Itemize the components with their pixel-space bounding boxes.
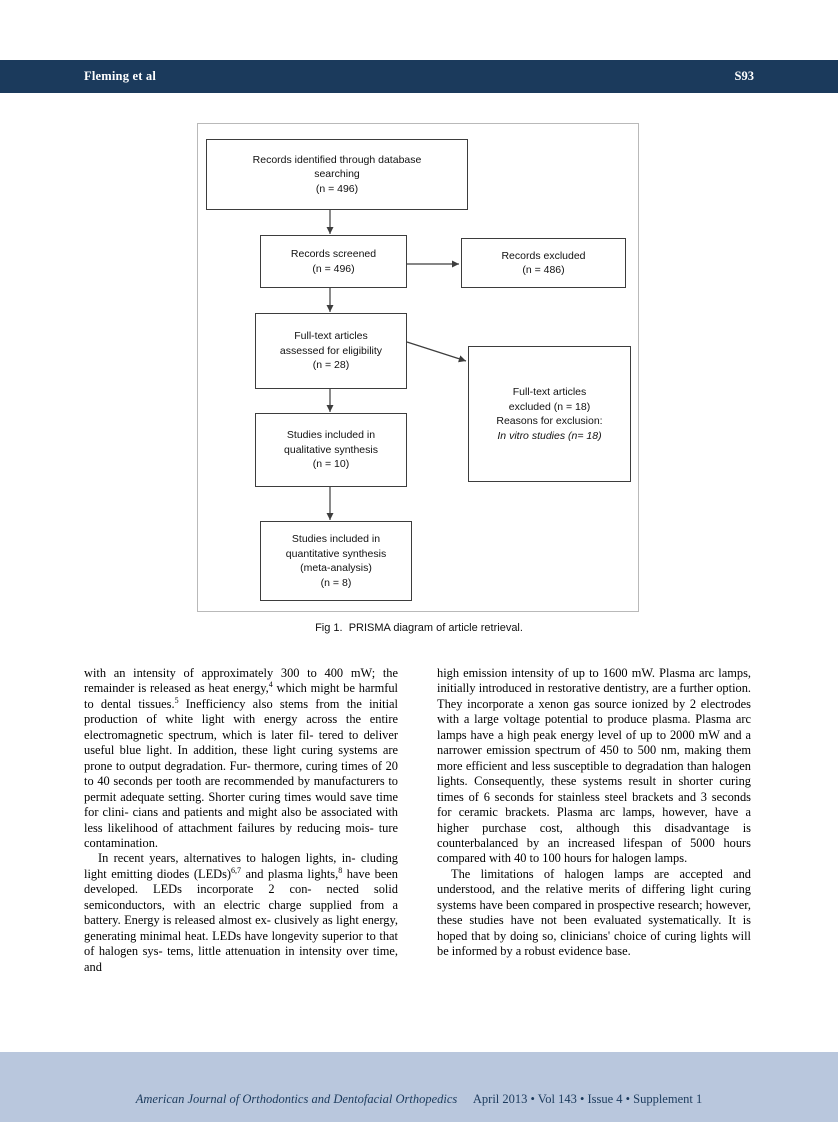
- page-header: [0, 60, 838, 93]
- figure-prisma-diagram: [197, 123, 639, 612]
- figure-caption-text: PRISMA diagram of article retrieval.: [348, 622, 523, 634]
- flow-box-line: (n = 496): [315, 182, 359, 195]
- body-column-left: [84, 666, 398, 975]
- flow-box-line: quantitative synthesis: [285, 547, 387, 560]
- flow-box-line: (n = 496): [312, 262, 355, 275]
- page-number: S93: [734, 69, 754, 83]
- figure-caption-label: Fig 1.: [315, 622, 343, 634]
- flow-box-line: excluded (n = 18): [508, 400, 591, 413]
- flow-box-fulltext-assessed: [255, 313, 407, 389]
- footer-citation: [0, 1092, 838, 1107]
- running-title: Fleming et al: [84, 69, 157, 83]
- flow-box-line: (n = 10): [312, 458, 350, 471]
- flow-box-quantitative-synthesis: [260, 521, 412, 601]
- flow-box-line: Full-text articles: [512, 386, 587, 398]
- body-column-right: [437, 666, 751, 960]
- footnote-ref: 5: [174, 695, 179, 705]
- footer-issue-info: April 2013 • Vol 143 • Issue 4 • Supplement 1: [472, 1092, 703, 1106]
- flow-box-line: (n = 28): [312, 359, 350, 372]
- paragraph: The limitations of halogen lamps are accepted and understood, and the relative merits of differing light curing systems have been compared in prospective research; however, these studies have not been evaluated systematically. It is hoped that by doing so, clinicians' choice of curing lights will be informed by a robust evidence base.: [437, 866, 751, 959]
- flow-box-line: Reasons for exclusion:: [496, 415, 603, 427]
- flow-box-line: Studies included in: [291, 533, 381, 545]
- flow-box-line: searching: [314, 168, 360, 181]
- footnote-ref: 8: [338, 865, 343, 875]
- footnote-ref: 6,7: [231, 865, 242, 875]
- footer-journal-name: American Journal of Orthodontics and Dentofacial Orthopedics: [135, 1092, 458, 1106]
- paragraph: high emission intensity of up to 1600 mW. Plasma arc lamps, initially introduced in restorative dentistry, are a further option. They incorporate a xenon gas source ionized by 2 electrodes with a large voltage potential to produce plasma. Plasma arc lamps have a high peak energy level of up to 2000 mW and a narrower emission spectrum of 450 to 500 nm, making them more efficient and less susceptible to degradation than halogen lights. Consequently, these systems result in shorter curing times of 6 seconds for stainless steel brackets and 3 seconds for ceramic brackets. Plasma arc lamps, however, have a higher purchase cost, although this disadvantage is counterbalanced by an increased lifespan of 5000 hours compared with 40 to 100 hours for halogen lamps.: [437, 666, 751, 866]
- figure-caption: [0, 622, 838, 634]
- flow-box-line: qualitative synthesis: [284, 443, 378, 456]
- flow-box-line: (n = 8): [320, 576, 352, 589]
- paragraph: In recent years, alternatives to halogen lights, in- cluding light emitting diodes (LEDs)$^{6,7}$ and plasma lights,$^8$ have been developed. LEDs incorporate 2 con- nected solid semiconductors, with an electric charge supplied from a battery. Energy is released almost ex- clusively as light energy, generating minimal heat. LEDs have longevity superior to that of halogen sys- tems, little attenuation in intensity over time, and: [84, 851, 398, 974]
- flow-box-records-identified: [206, 139, 468, 210]
- flow-box-line: (n = 486): [522, 264, 565, 276]
- flow-box-line: Full-text articles: [294, 330, 368, 343]
- flow-box-fulltext-excluded: [468, 346, 631, 482]
- flow-box-line: (meta-analysis): [300, 562, 372, 574]
- flow-box-qualitative-synthesis: [255, 413, 407, 487]
- flow-box-line: Records screened: [290, 248, 377, 260]
- flow-box-records-screened: [260, 235, 407, 288]
- footnote-ref: 4: [268, 680, 273, 690]
- flow-box-line: assessed for eligibility: [279, 344, 383, 357]
- flow-box-line: Records identified through database: [252, 153, 422, 166]
- flow-box-line: Studies included in: [286, 429, 376, 442]
- flow-box-line-italic: In vitro studies (n= 18): [497, 429, 602, 442]
- flow-box-line: Records excluded: [501, 249, 586, 262]
- paragraph: with an intensity of approximately 300 to 400 mW; the remainder is released as heat energy,$^4$ which might be harmful to dental tissues.$^5$ Inefficiency also stems from the initial production of white light with energy across the entire electromagnetic spectrum, which is later fil- tered to deliver useful blue light. In addition, these light curing systems are prone to output degradation. Fur- thermore, curing times of 20 to 40 seconds per tooth are recommended by manufacturers to permit adequate setting. Shorter curing times would save time for clini- cians and patients and might also be associated with less likelihood of attachment failures by reducing mois- ture contamination.: [84, 666, 398, 850]
- page-footer: [0, 1052, 838, 1122]
- flow-box-records-excluded: [461, 238, 626, 288]
